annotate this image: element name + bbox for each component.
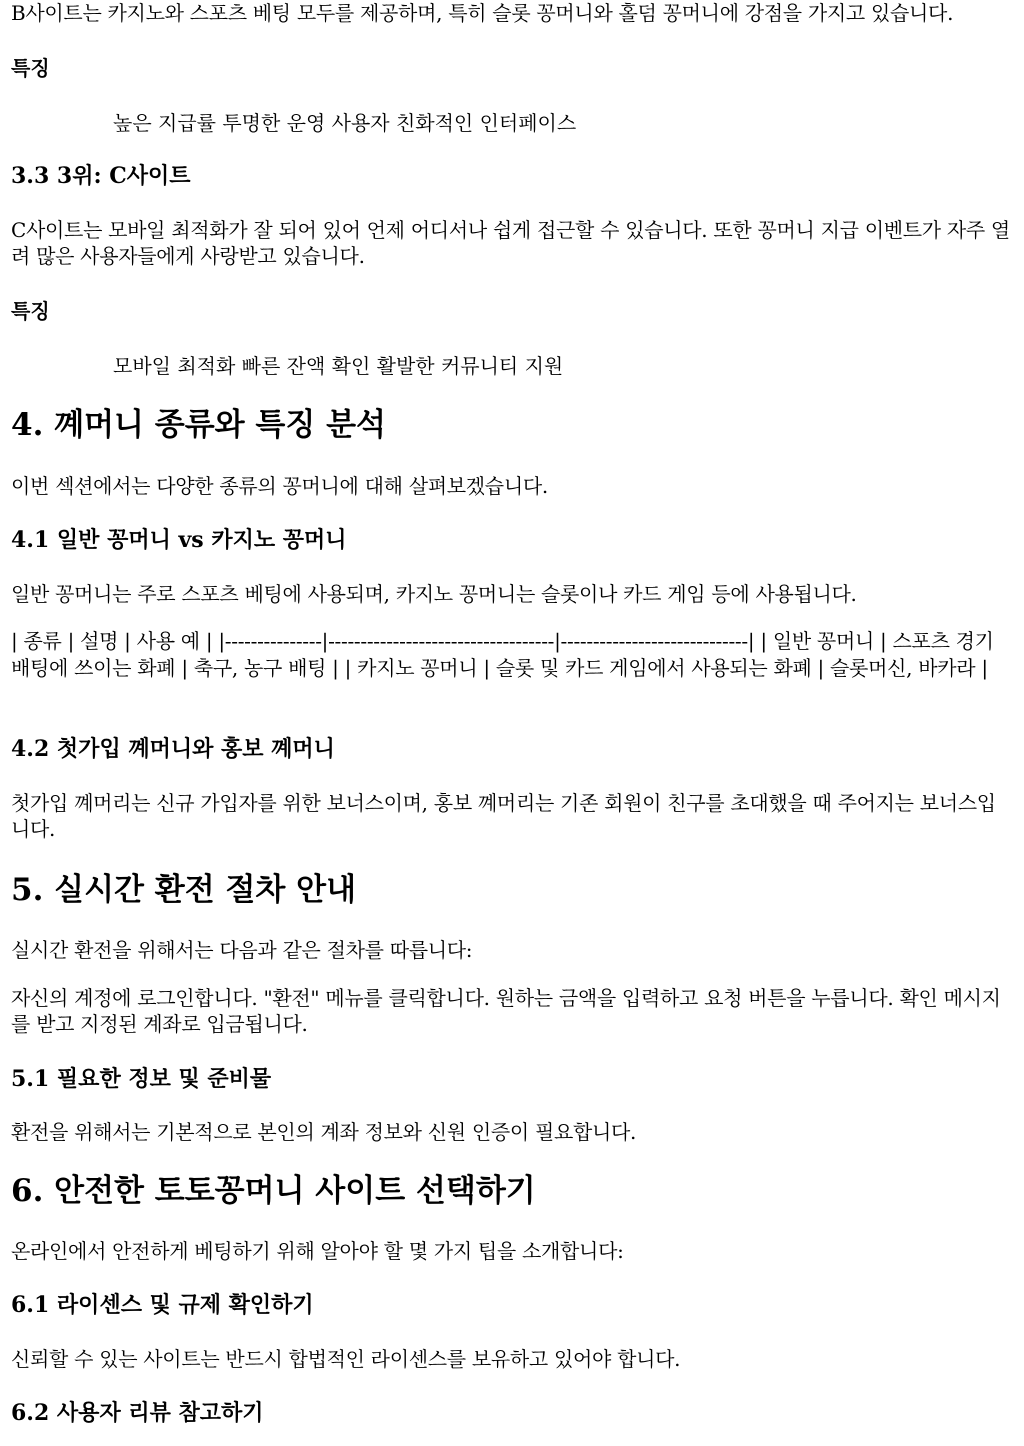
section-5-intro: 실시간 환전을 위해서는 다음과 같은 절차를 따릅니다: [11, 938, 473, 962]
c-site-features-heading: 특징 [11, 299, 50, 323]
money-types-table-text: | 종류 | 설명 | 사용 예 | |---------------|-----------------------------------|-----------------------------| | 일반 꽁머니 | 스포츠 경기 배팅에 쓰이는 화폐 | 축구, 농구 배팅 | | 카지노 꽁머니 | 슬롯 및 카드 게임에서 사용되는 화폐 | 슬롯머신, 바카라 | [11, 629, 994, 680]
b-site-features-heading: 특징 [11, 56, 50, 80]
section-6-heading: 6. 안전한 토토꽁머니 사이트 선택하기 [11, 1173, 536, 1209]
section-4-intro: 이번 섹션에서는 다양한 종류의 꽁머니에 대해 살펴보겠습니다. [11, 474, 548, 498]
section-4-heading: 4. 꼐머니 종류와 특징 분석 [11, 407, 386, 443]
section-5-steps: 자신의 계정에 로그인합니다. "환전" 메뉴를 클릭합니다. 원하는 금액을 입력하고 요청 버튼을 누릅니다. 확인 메시지를 받고 지정된 계좌로 입금됩니다. [11, 986, 1001, 1036]
section-3-3-body: C사이트는 모바일 최적화가 잘 되어 있어 언제 어디서나 쉽게 접근할 수 있습니다. 또한 꽁머니 지급 이벤트가 자주 열려 많은 사용자들에게 사랑받고 있습니다. [11, 218, 1010, 268]
section-6-1-body: 신뢰할 수 있는 사이트는 반드시 합법적인 라이센스를 보유하고 있어야 합니다. [11, 1347, 681, 1371]
section-5-heading: 5. 실시간 환전 절차 안내 [11, 872, 357, 908]
b-site-features-list: 높은 지급률 투명한 운영 사용자 친화적인 인터페이스 [113, 111, 577, 135]
section-4-1-body: 일반 꽁머니는 주로 스포츠 베팅에 사용되며, 카지노 꽁머니는 슬롯이나 카드 게임 등에 사용됩니다. [11, 582, 857, 606]
section-6-intro: 온라인에서 안전하게 베팅하기 위해 알아야 할 몇 가지 팁을 소개합니다: [11, 1239, 624, 1263]
section-4-2-heading: 4.2 첫가입 꼐머니와 홍보 꼐머니 [11, 736, 335, 762]
section-5-1-heading: 5.1 필요한 정보 및 준비물 [11, 1066, 272, 1092]
section-6-2-heading: 6.2 사용자 리뷰 참고하기 [11, 1400, 264, 1426]
section-5-1-body: 환전을 위해서는 기본적으로 본인의 계좌 정보와 신원 인증이 필요합니다. [11, 1120, 637, 1144]
section-3-3-heading: 3.3 3위: C사이트 [11, 163, 191, 189]
b-site-paragraph: B사이트는 카지노와 스포츠 베팅 모두를 제공하며, 특히 슬롯 꽁머니와 홀덤 꽁머니에 강점을 가지고 있습니다. [11, 1, 954, 25]
c-site-features-list: 모바일 최적화 빠른 잔액 확인 활발한 커뮤니티 지원 [113, 354, 564, 378]
section-6-1-heading: 6.1 라이센스 및 규제 확인하기 [11, 1292, 314, 1318]
section-4-1-heading: 4.1 일반 꽁머니 vs 카지노 꽁머니 [11, 527, 347, 553]
section-4-2-body: 첫가입 꼐머리는 신규 가입자를 위한 보너스이며, 홍보 꼐머리는 기존 회원이 친구를 초대했을 때 주어지는 보너스입니다. [11, 791, 996, 841]
